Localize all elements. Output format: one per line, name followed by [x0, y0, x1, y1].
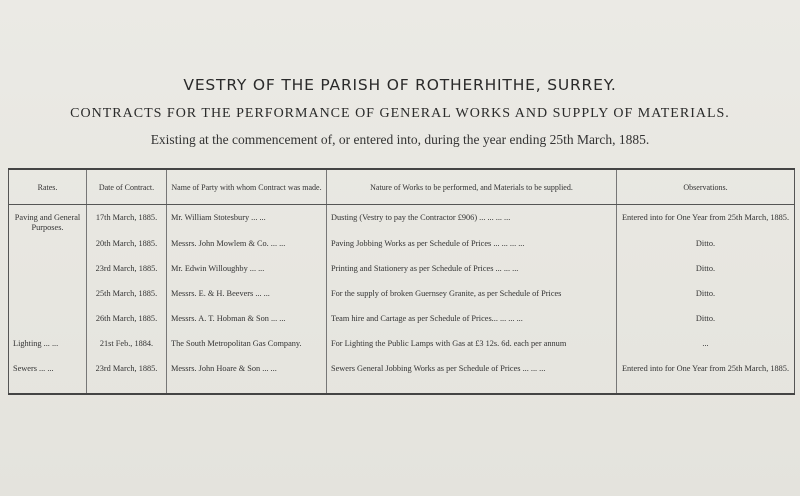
cell-date: 21st Feb., 1884. [87, 339, 167, 364]
cell-date: 25th March, 1885. [87, 289, 167, 314]
cell-observations: Entered into for One Year from 25th March, 1885. [621, 363, 790, 373]
header-date: Date of Contract. [87, 169, 167, 205]
cell-rate: Paving and General Purposes. [9, 205, 87, 239]
cell-party: Messrs. A. T. Hobman & Son ... ... [167, 314, 327, 339]
cell-rate [9, 314, 87, 339]
cell-observations: Ditto. [695, 238, 716, 248]
table-row [9, 239, 795, 264]
table-row [9, 289, 795, 314]
table-header-row [9, 169, 795, 205]
table-row [9, 264, 795, 289]
cell-party: Messrs. John Hoare & Son ... ... [167, 364, 327, 394]
document-intro: Existing at the commencement of, or entered into, during the year ending 25th March, 1885. [150, 132, 650, 147]
cell-rate [9, 239, 87, 264]
table-row [9, 364, 795, 394]
cell-nature: For Lighting the Public Lamps with Gas at £3 12s. 6d. each per annum [327, 339, 617, 364]
document-subtitle: CONTRACTS FOR THE PERFORMANCE OF GENERAL WORKS AND SUPPLY OF MATERIALS. [70, 106, 730, 121]
cell-nature: Printing and Stationery as per Schedule of Prices ... ... ... [327, 264, 617, 289]
cell-party: Mr. Edwin Willoughby ... ... [167, 264, 327, 289]
cell-party: The South Metropolitan Gas Company. [167, 339, 327, 364]
cell-date: 20th March, 1885. [87, 239, 167, 264]
cell-nature: For the supply of broken Guernsey Granite, as per Schedule of Prices [327, 289, 617, 314]
cell-nature: Dusting (Vestry to pay the Contractor £906) ... ... ... ... [327, 205, 617, 239]
cell-observations: Entered into for One Year from 25th March, 1885. [621, 213, 790, 222]
cell-rate: Lighting ... ... [9, 339, 87, 364]
cell-rate [9, 264, 87, 289]
cell-party: Messrs. John Mowlem & Co. ... ... [167, 239, 327, 264]
cell-rate [9, 289, 87, 314]
contracts-table [8, 168, 795, 395]
cell-nature: Team hire and Cartage as per Schedule of Prices... ... ... ... [327, 314, 617, 339]
cell-date: 23rd March, 1885. [87, 364, 167, 394]
cell-nature: Paving Jobbing Works as per Schedule of Prices ... ... ... ... [327, 239, 617, 264]
cell-nature: Sewers General Jobbing Works as per Schedule of Prices ... ... ... [327, 364, 617, 394]
cell-party: Mr. William Stotesbury ... ... [167, 205, 327, 239]
cell-observations: Ditto. [695, 313, 716, 323]
header-nature: Nature of Works to be performed, and Materials to be supplied. [327, 169, 617, 205]
header-rates: Rates. [9, 169, 87, 205]
table-row [9, 205, 795, 239]
cell-party: Messrs. E. & H. Beevers ... ... [167, 289, 327, 314]
cell-date: 26th March, 1885. [87, 314, 167, 339]
table-row [9, 314, 795, 339]
header-observations: Observations. [617, 169, 795, 205]
cell-observations: Ditto. [695, 288, 716, 298]
cell-date: 23rd March, 1885. [87, 264, 167, 289]
document-title: VESTRY OF THE PARISH OF ROTHERHITHE, SURREY. [183, 76, 617, 94]
cell-observations: ... [702, 338, 709, 348]
cell-date: 17th March, 1885. [87, 205, 167, 239]
cell-rate: Sewers ... ... [9, 364, 87, 394]
table-row [9, 339, 795, 364]
cell-observations: Ditto. [695, 263, 716, 273]
header-party: Name of Party with whom Contract was made. [167, 169, 327, 205]
